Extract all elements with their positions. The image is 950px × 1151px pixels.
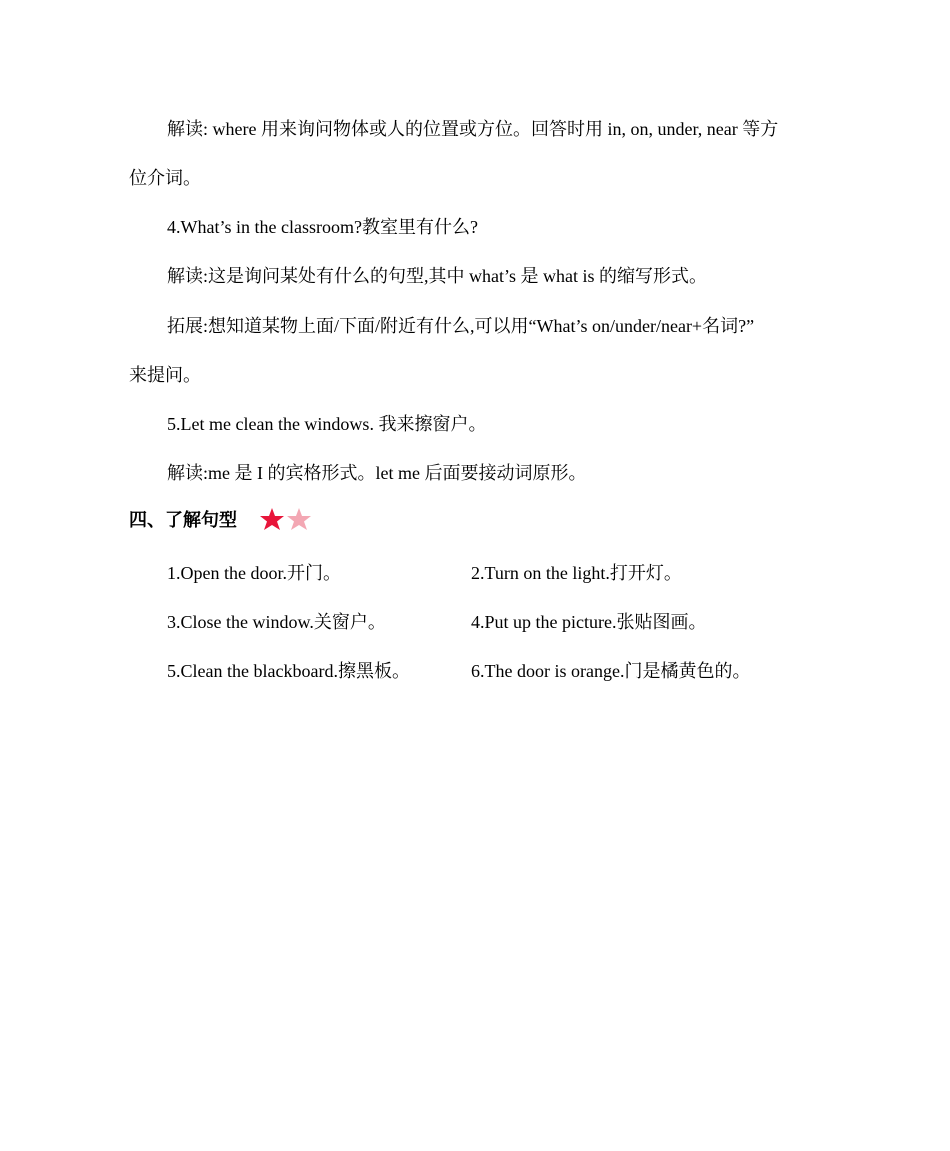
where-explanation-line1: 解读: where 用来询问物体或人的位置或方位。回答时用 in, on, under, near 等方 — [167, 119, 779, 139]
sentence-item-4-extension-line2: 来提问。 — [129, 365, 201, 385]
sentence-close-window: 3.Close the window.关窗户。 — [167, 612, 386, 632]
star-icon — [260, 508, 284, 530]
difficulty-rating — [259, 505, 315, 535]
sentence-item-4-extension-line1: 拓展:想知道某物上面/下面/附近有什么,可以用“What’s on/under/near+名词?” — [167, 316, 755, 336]
sentence-turn-on-light: 2.Turn on the light.打开灯。 — [471, 563, 682, 583]
sentence-put-up-picture: 4.Put up the picture.张贴图画。 — [471, 612, 707, 632]
star-icon — [287, 508, 311, 530]
sentence-item-5: 5.Let me clean the windows. 我来擦窗户。 — [167, 414, 487, 434]
where-explanation-line2: 位介词。 — [129, 168, 201, 188]
sentence-item-5-explanation: 解读:me 是 I 的宾格形式。let me 后面要接动词原形。 — [167, 463, 587, 483]
sentence-item-4: 4.What’s in the classroom?教室里有什么? — [167, 217, 478, 237]
sentence-open-door: 1.Open the door.开门。 — [167, 563, 341, 583]
sentence-door-orange: 6.The door is orange.门是橘黄色的。 — [471, 661, 751, 681]
section-heading: 四、了解句型 — [129, 510, 237, 531]
sentence-clean-blackboard: 5.Clean the blackboard.擦黑板。 — [167, 661, 410, 681]
sentence-item-4-explanation: 解读:这是询问某处有什么的句型,其中 what’s 是 what is 的缩写形式。 — [167, 266, 707, 286]
